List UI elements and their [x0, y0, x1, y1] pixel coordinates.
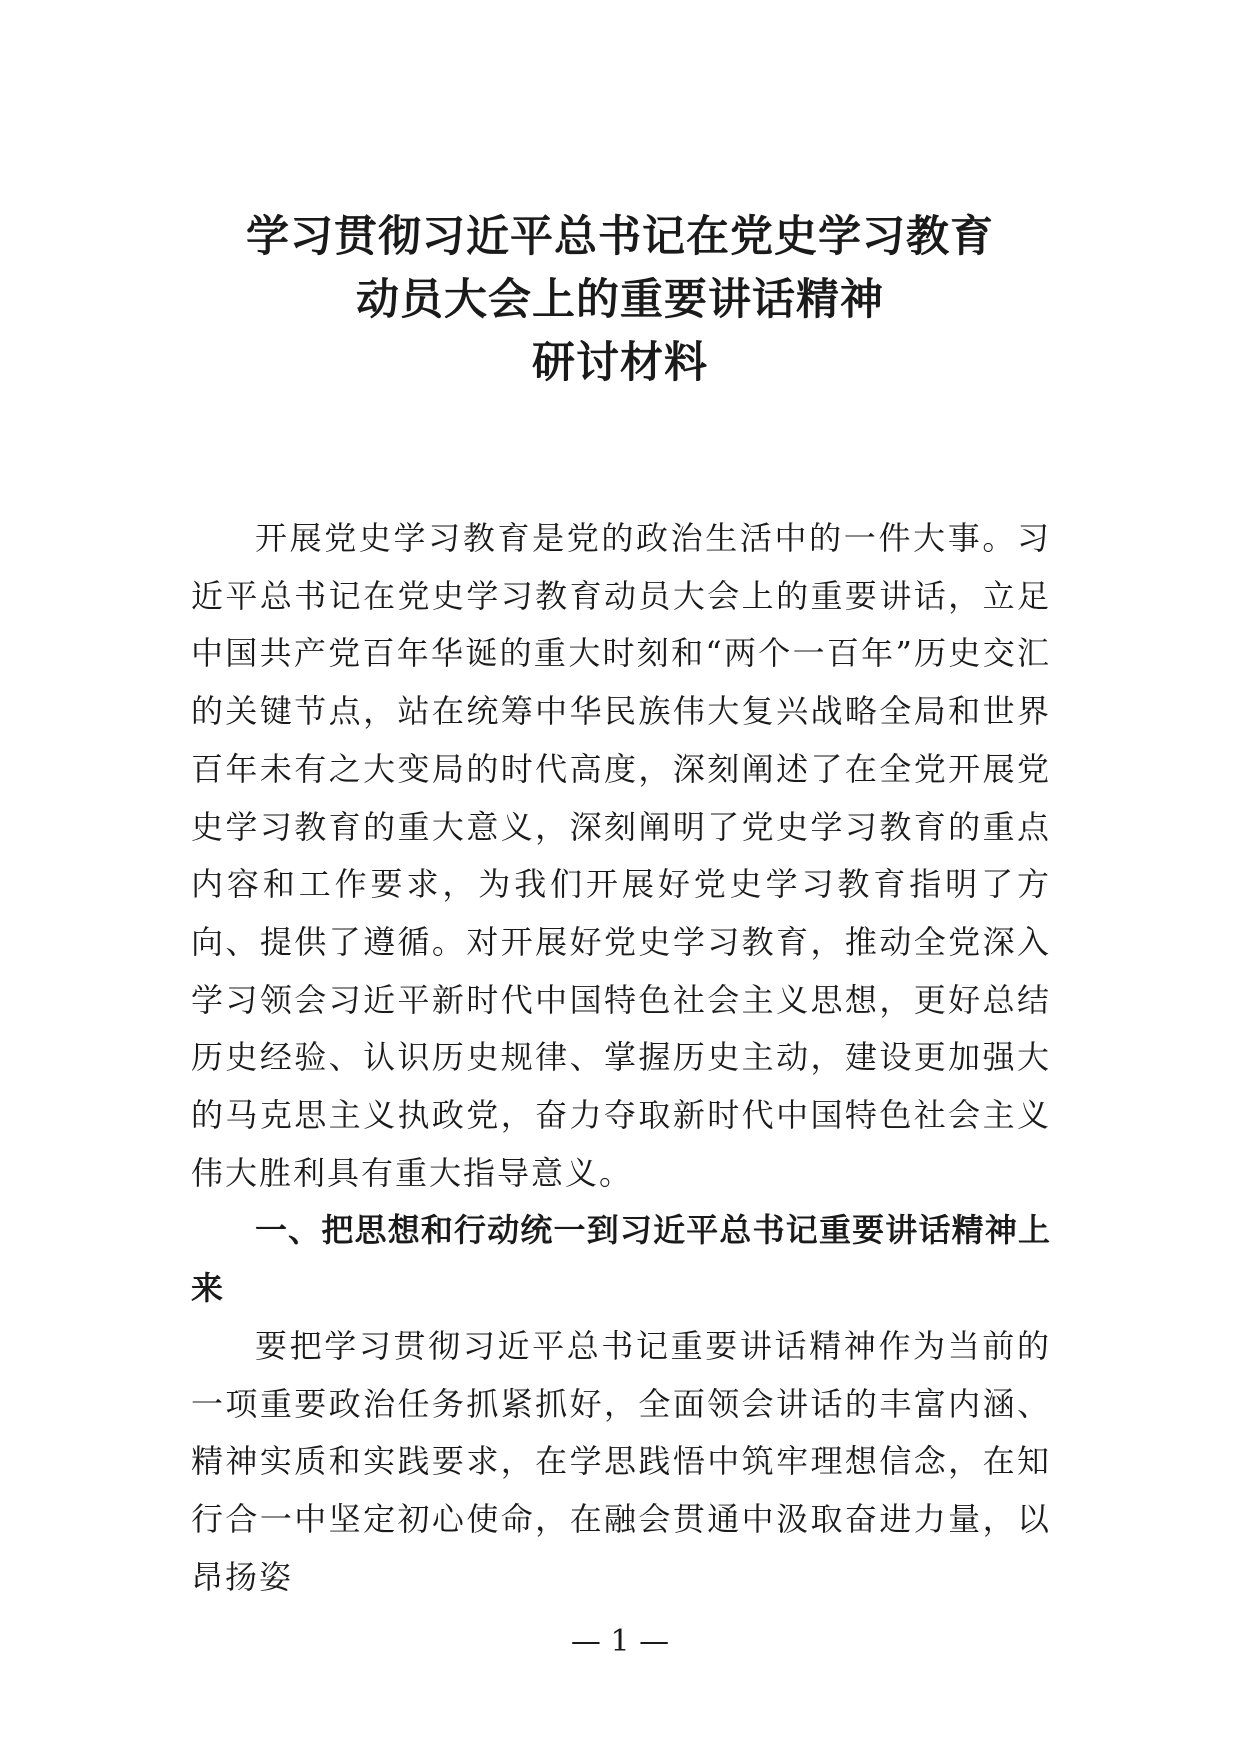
section-paragraph: 要把学习贯彻习近平总书记重要讲话精神作为当前的一项重要政治任务抓紧抓好，全面领会讲话的丰富内涵、精神实质和实践要求，在学思践悟中筑牢理想信念，在知行合一中坚定初心使命，在融会贯通中汲取奋进力量，以昂扬姿 [191, 1326, 1051, 1596]
document-title [150, 206, 1090, 395]
page-number: — 1 — [570, 1624, 670, 1659]
title-line-3: 研讨材料 [532, 338, 708, 388]
title-line-1: 学习贯彻习近平总书记在党史学习教育 [246, 212, 994, 262]
section-heading: 一、把思想和行动统一到习近平总书记重要讲话精神上来 [191, 1211, 1051, 1308]
title-line-2: 动员大会上的重要讲话精神 [356, 275, 884, 325]
intro-paragraph: 开展党史学习教育是党的政治生活中的一件大事。习近平总书记在党史学习教育动员大会上的重要讲话，立足中国共产党百年华诞的重大时刻和“两个一百年”历史交汇的关键节点，站在统筹中华民族伟大复兴战略全局和世界百年未有之大变局的时代高度，深刻阐述了在全党开展党史学习教育的重大意义，深刻阐明了党史学习教育的重点内容和工作要求，为我们开展好党史学习教育指明了方向、提供了遵循。对开展好党史学习教育，推动全党深入学习领会习近平新时代中国特色社会主义思想，更好总结历史经验、认识历史规律、掌握历史主动，建设更加强大的马克思主义执政党，奋力夺取新时代中国特色社会主义伟大胜利具有重大指导意义。 [191, 519, 1051, 1192]
document-body [191, 510, 1051, 1606]
